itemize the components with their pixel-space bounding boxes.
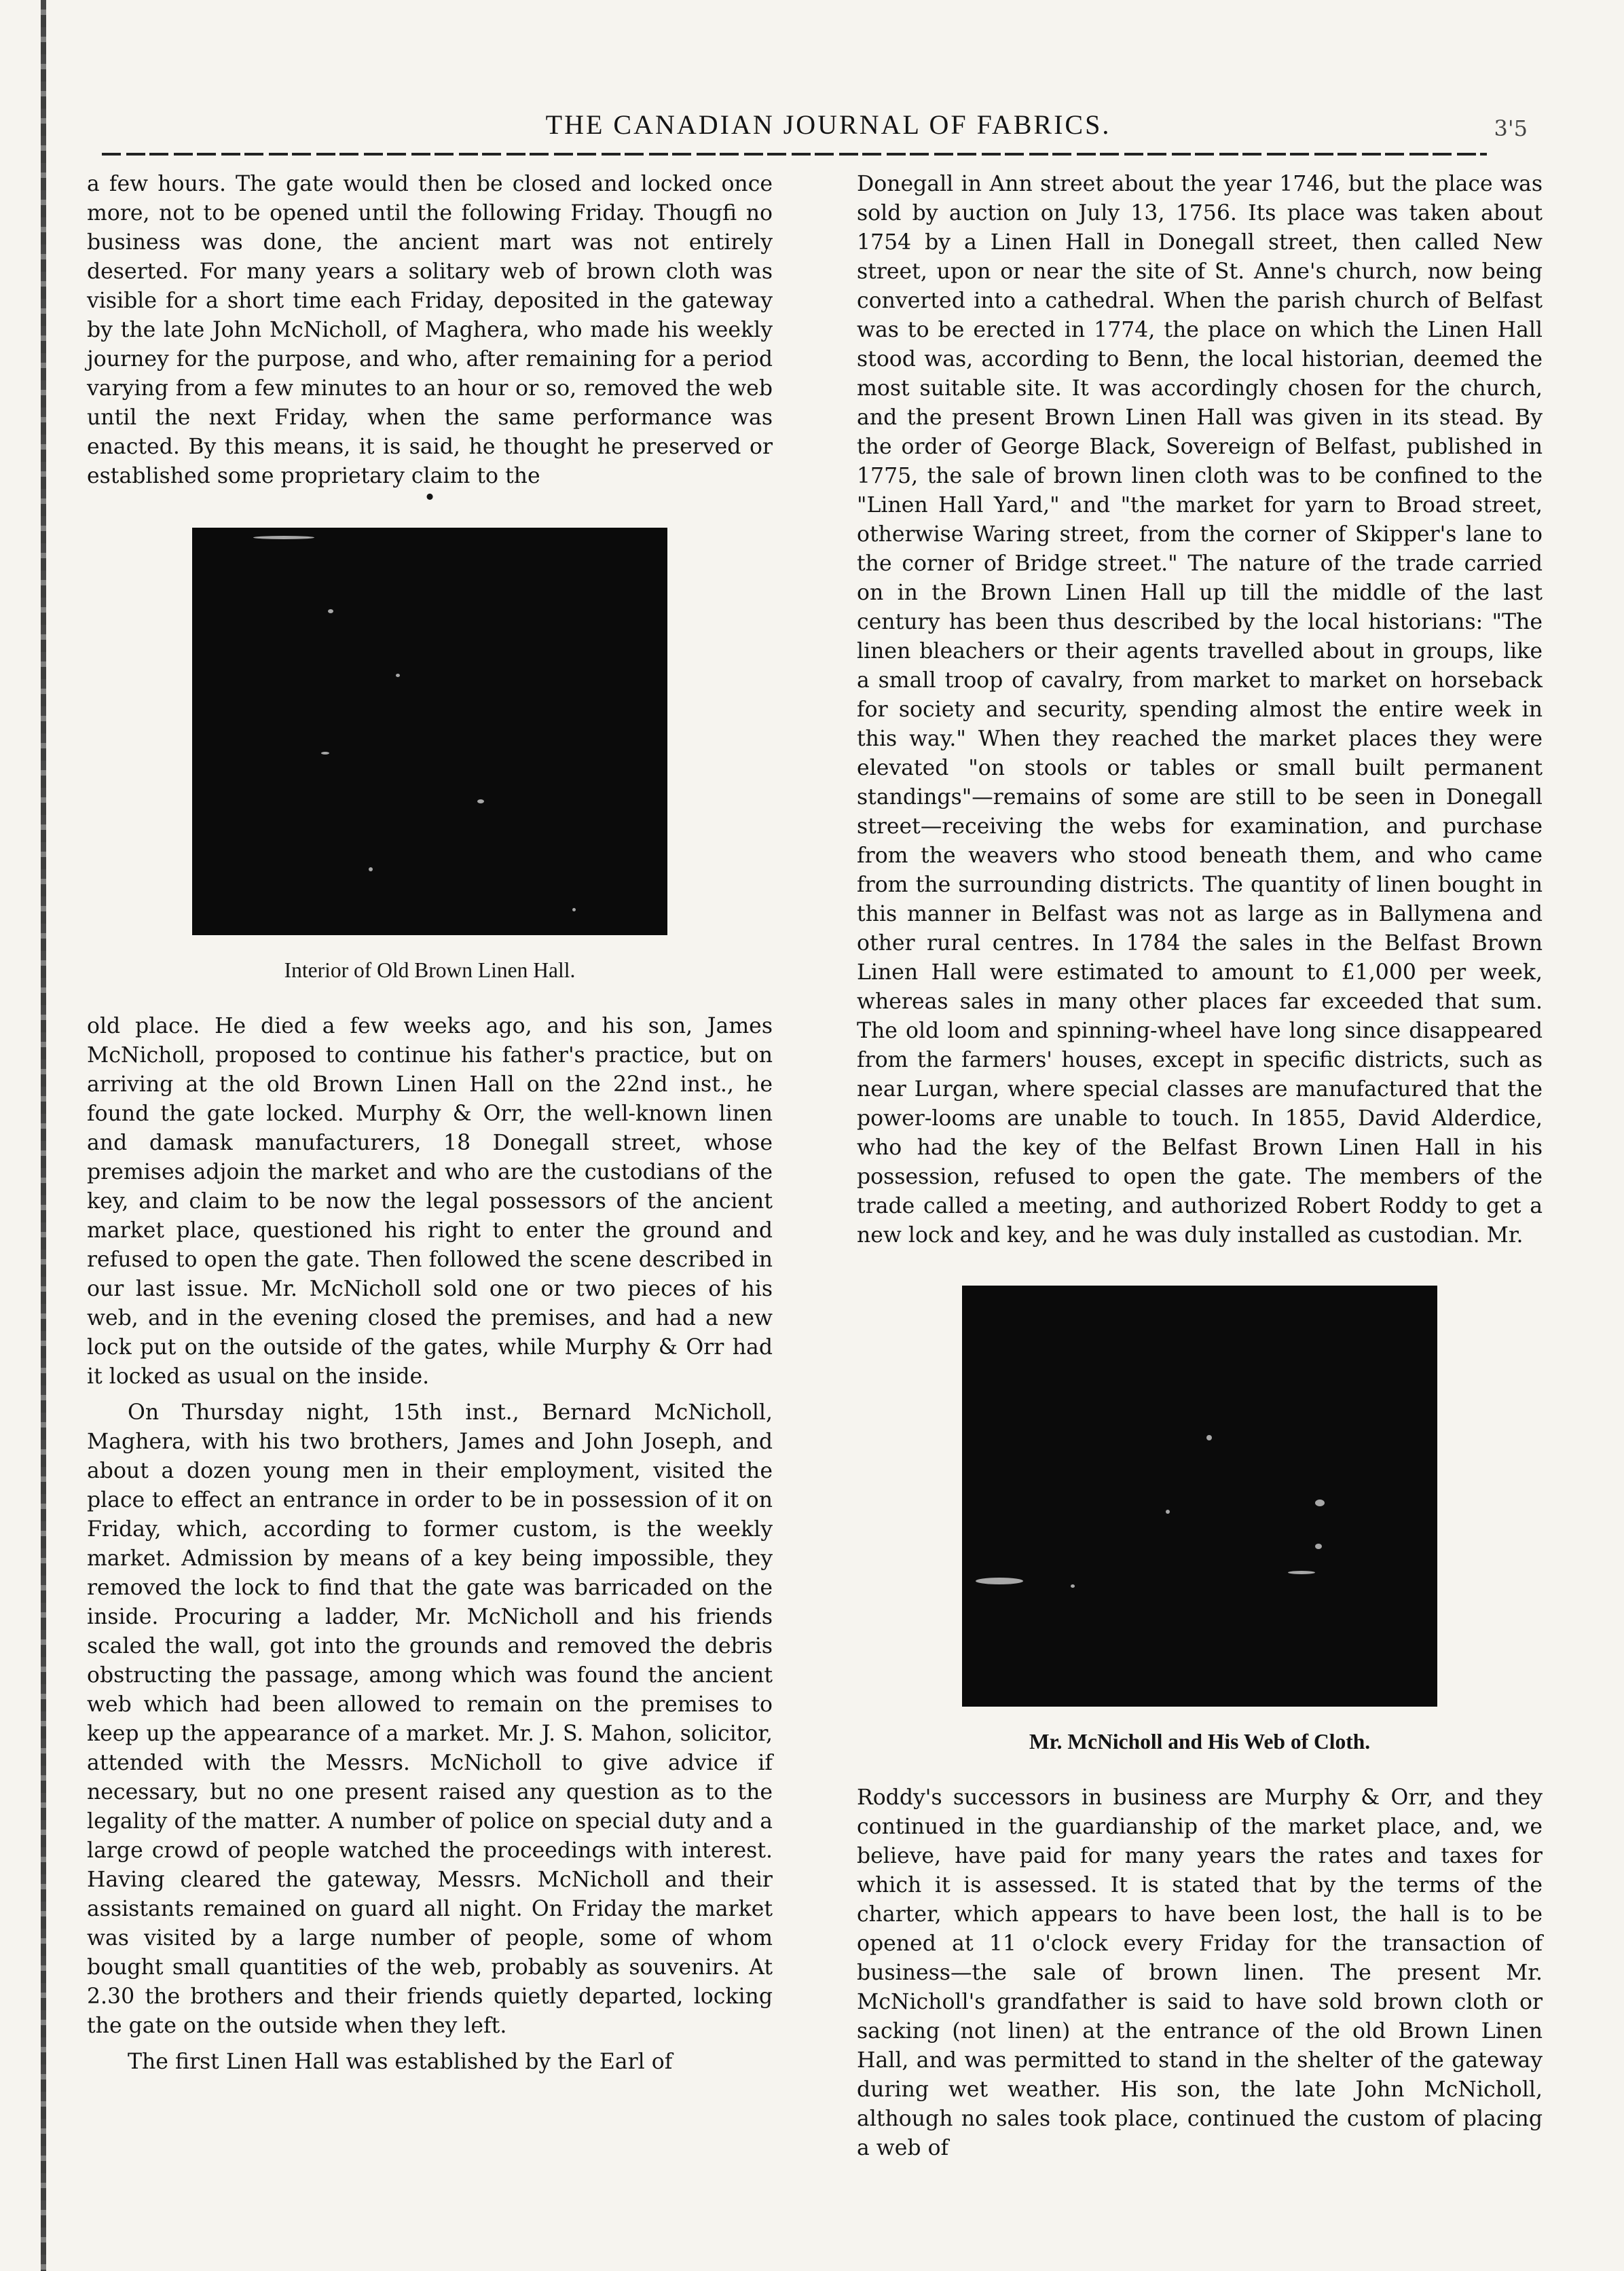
- page-header: [102, 109, 1555, 149]
- journal-title: THE CANADIAN JOURNAL OF FABRICS.: [545, 109, 1111, 140]
- left-paragraph-3: On Thursday night, 15th inst., Bernard McNicholl, Maghera, with his two brothers, James and John Joseph, and about a dozen young men in their employment, visited the place to effect an entrance in order to be in possession of it on Friday, which, according to former custom, is the weekly market. Admission by means of a key being impossible, they removed the lock to find that the gate was barricaded on the inside. Procuring a ladder, Mr. McNicholl and his friends scaled the wall, got into the grounds and removed the debris obstructing the passage, among which was found the ancient web which had been allowed to remain on the premises to keep up the appearance of a market. Mr. J. S. Mahon, solicitor, attended with the Messrs. McNicholl to give advice if necessary, but no one present raised any question as to the legality of the matter. A number of police on special duty and a large crowd of people watched the proceedings with interest. Having cleared the gateway, Messrs. McNicholl and their assistants remained on guard all night. On Friday the market was visited by a large number of people, some of whom bought small quantities of the web, probably as souvenirs. At 2.30 the brothers and their friends quietly departed, locking the gate on the outside when they left.: [87, 1400, 773, 2038]
- caption-web-of-cloth: Mr. McNicholl and His Web of Cloth.: [1029, 1730, 1371, 1754]
- photo-mcnicholl-web: [962, 1286, 1437, 1707]
- photo-interior-linen-hall: [192, 528, 667, 935]
- right-paragraph-1: Donegall in Ann street about the year 1746, but the place was sold by auction on July 13, 1756. Its place was taken about 1754 by a Linen Hall in Donegall street, then called New street, upon or near the site of St. Anne's church, now being converted into a cathedral. When the parish church of Belfast was to be erected in 1774, the place on which the Linen Hall stood was, according to Benn, the local historian, deemed the most suitable site. It was accordingly chosen for the church, and the present Brown Linen Hall was given in its stead. By the order of George Black, Sovereign of Belfast, published in 1775, the sale of brown linen cloth was to be confined to the "Linen Hall Yard," and "the market for yarn to Broad street, otherwise Waring street, from the corner of Skipper's lane to the corner of Bridge street." The nature of the trade carried on in the Brown Linen Hall up till the middle of the last century has been thus described by the local historians: "The linen bleachers or their agents travelled about in groups, like a small troop of cavalry, from market to market on horseback for society and security, spending almost the entire week in this way." When they reached the market places they were elevated "on stools or tables or small built permanent standings"—remains of some are still to be seen in Donegall street—receiving the webs for examination, and purchase from the weavers who stood beneath them, and who came from the surrounding districts. The quantity of linen bought in this manner in Belfast was not as large as in Ballymena and other rural centres. In 1784 the sales in the Belfast Brown Linen Hall were estimated to amount to £1,000 per week, whereas sales in many other places far exceeded that sum. The old loom and spinning-wheel have long since disappeared from the farmers' houses, except in specific districts, such as near Lurgan, where special classes are manufactured that the power-looms are unable to touch. In 1855, David Alderdice, who had the key of the Belfast Brown Linen Hall in his possession, refused to open the gate. The members of the trade called a meeting, and authorized Robert Roddy to get a new lock and key, and he was duly installed as custodian. Mr.: [857, 172, 1543, 1248]
- page-number: 3'5: [1494, 115, 1528, 141]
- binding-edge: [41, 0, 46, 2271]
- left-paragraph-1: a few hours. The gate would then be closed and locked once more, not to be opened until the following Friday. Thougfi no business was done, the ancient mart was not entirely deserted. For many years a solitary web of brown cloth was visible for a short time each Friday, deposited in the gateway by the late John McNicholl, of Maghera, who made his weekly journey for the purpose, and who, after remaining for a period varying from a few minutes to an hour or so, removed the web until the next Friday, when the same performance was enacted. By this means, it is said, he thought he preserved or established some proprietary claim to the: [87, 172, 773, 488]
- stray-dot: •: [423, 486, 437, 510]
- left-column: [87, 170, 773, 2077]
- caption-interior: Interior of Old Brown Linen Hall.: [284, 958, 576, 982]
- left-paragraph-4: The first Linen Hall was established by the Earl of: [128, 2050, 673, 2074]
- right-paragraph-2: Roddy's successors in business are Murphy & Orr, and they continued in the guardianship of the market place, and, we believe, have paid for many years the rates and taxes for which it is assessed. It is stated that by the terms of the charter, which appears to have been lost, the hall is to be opened at 11 o'clock every Friday for the transaction of business—the sale of brown linen. The present Mr. McNicholl's grandfather is said to have sold brown cloth or sacking (not linen) at the entrance of the old Brown Linen Hall, and was permitted to stand in the shelter of the gateway during wet weather. His son, the late John McNicholl, although no sales took place, continued the custom of placing a web of: [857, 1785, 1543, 2160]
- left-paragraph-2: old place. He died a few weeks ago, and his son, James McNicholl, proposed to continue his father's practice, but on arriving at the old Brown Linen Hall on the 22nd inst., he found the gate locked. Murphy & Orr, the well-known linen and damask manufacturers, 18 Donegall street, whose premises adjoin the market and who are the custodians of the key, and claim to be now the legal possessors of the ancient market place, questioned his right to enter the ground and refused to open the gate. Then followed the scene described in our last issue. Mr. McNicholl sold one or two pieces of his web, and in the evening closed the premises, and had a new lock put on the outside of the gates, while Murphy & Orr had it locked as usual on the inside.: [87, 1014, 773, 1389]
- header-rule: [102, 153, 1487, 156]
- right-column: [857, 170, 1543, 2163]
